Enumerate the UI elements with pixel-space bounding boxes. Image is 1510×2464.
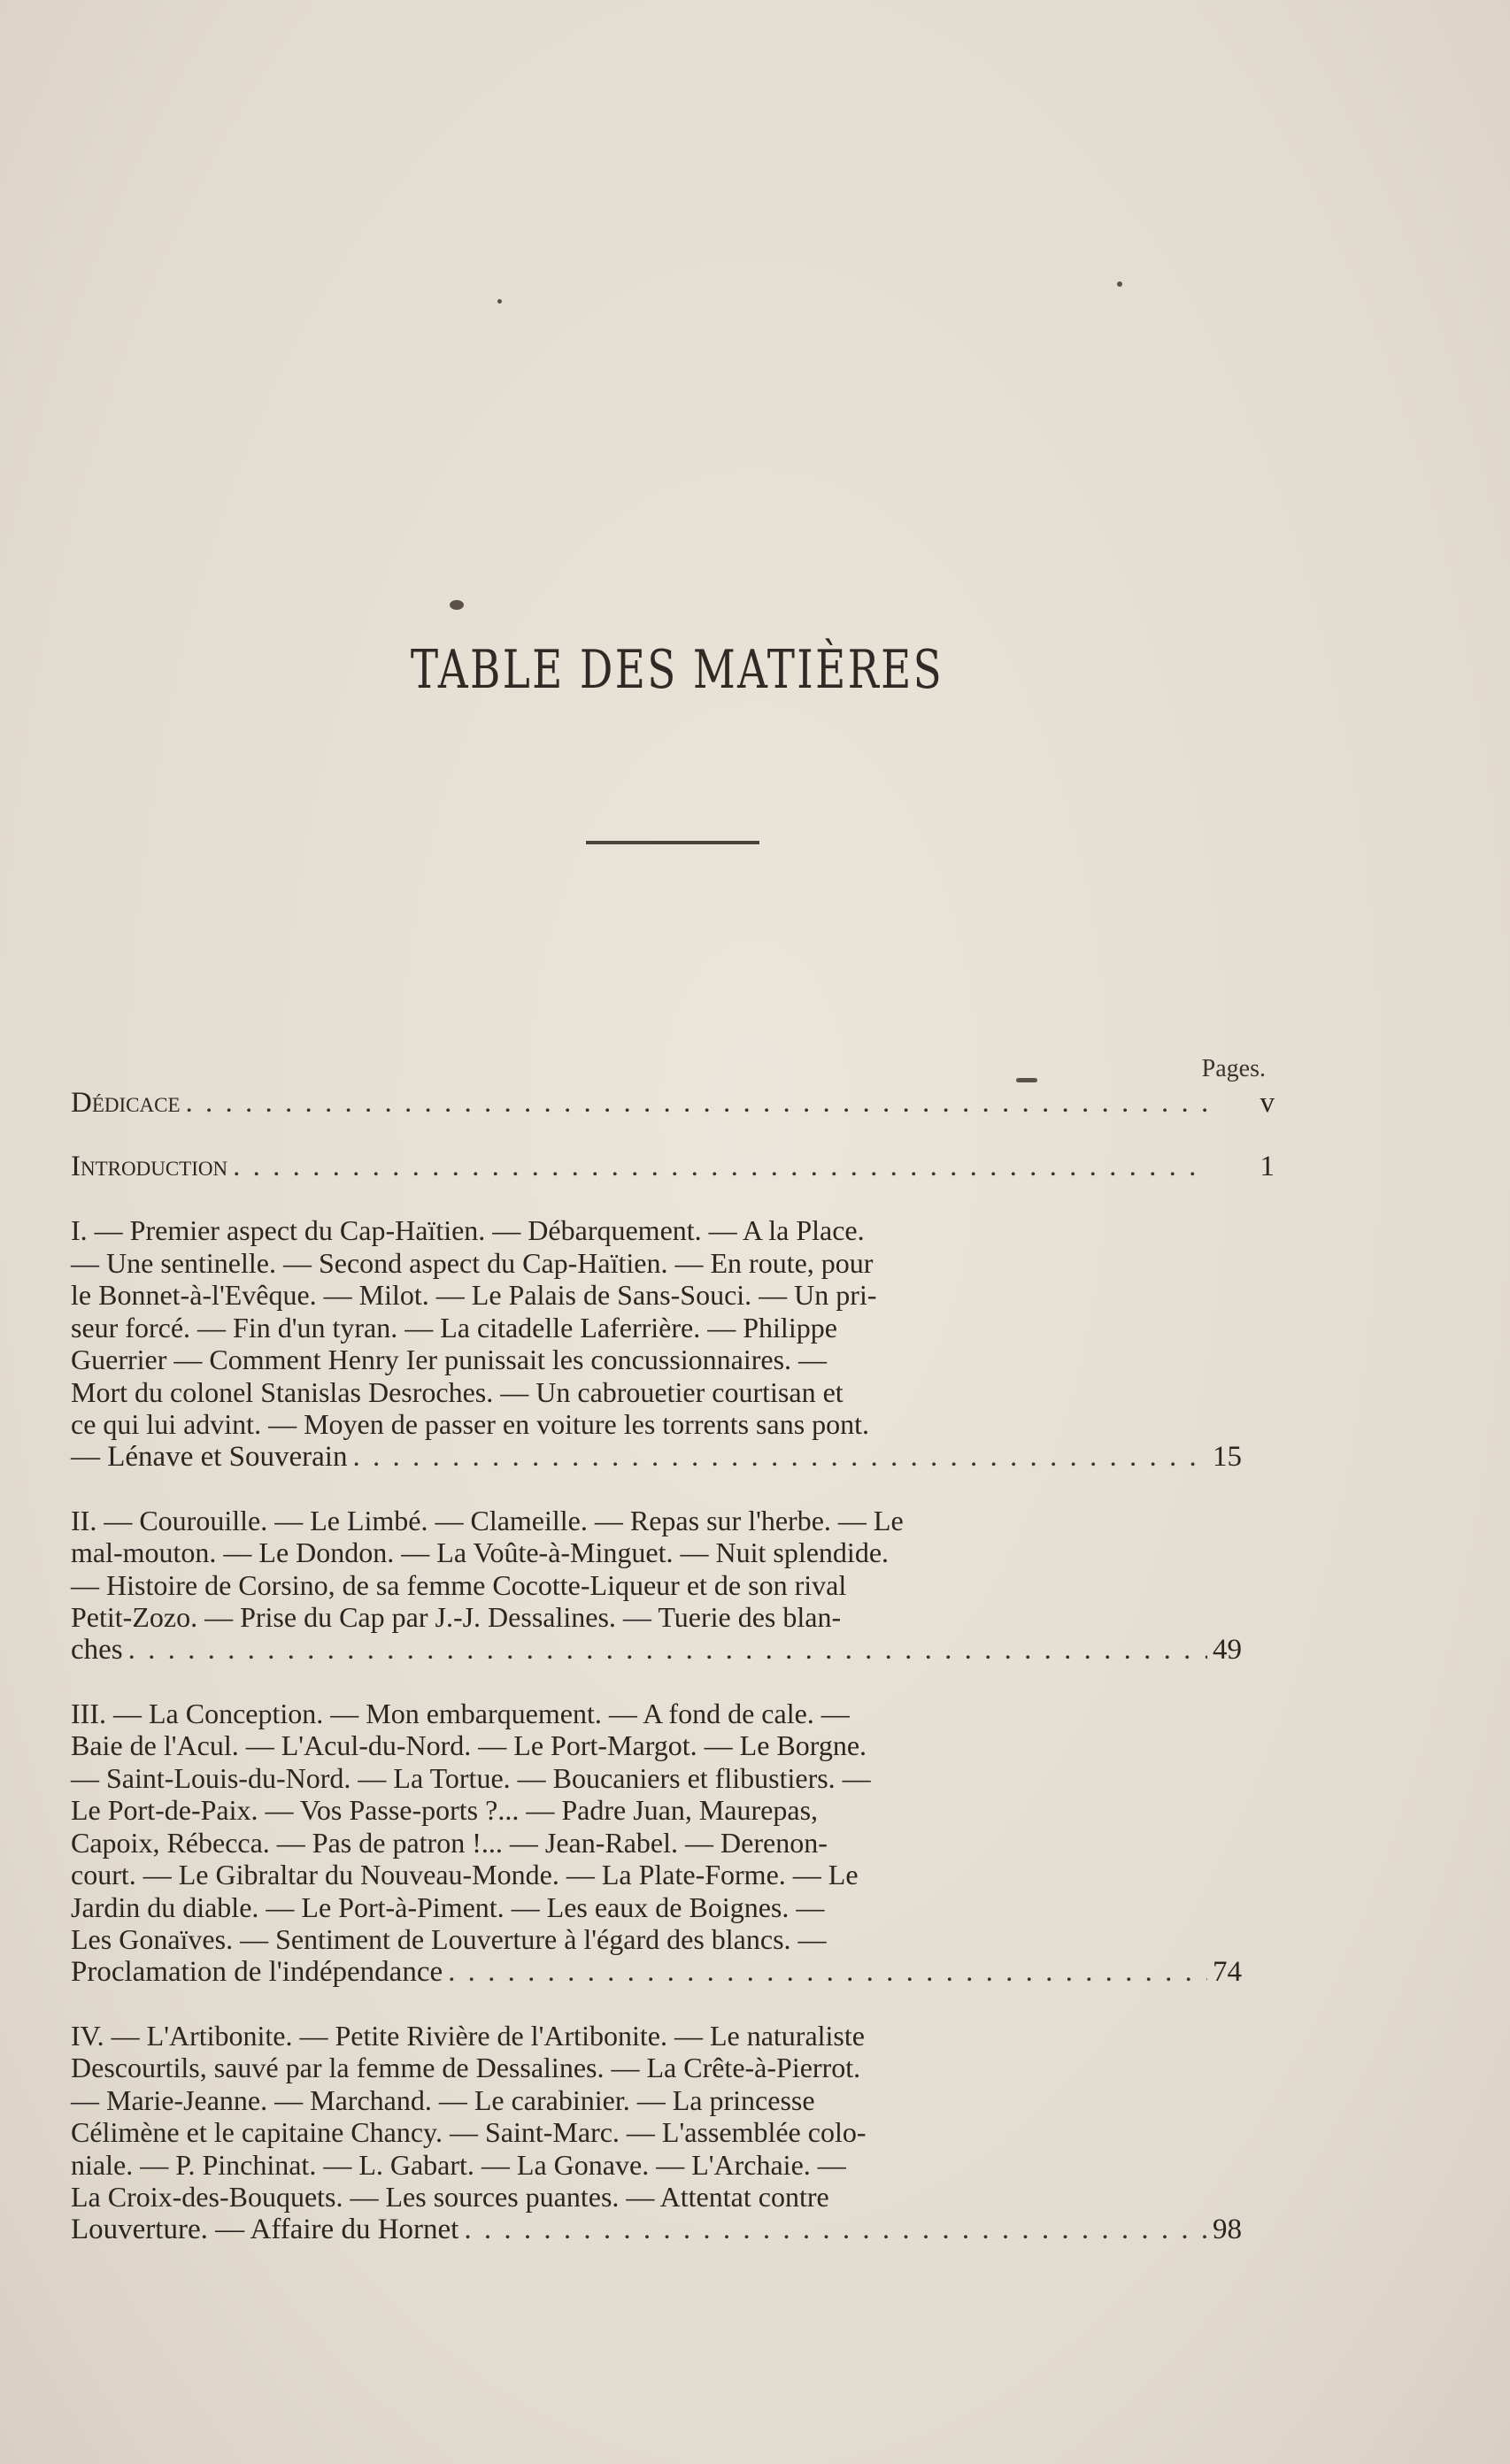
table-of-contents [71, 1087, 1275, 2277]
entry-line: Petit-Zozo. — Prise du Cap par J.-J. Dessalines. — Tuerie des blan- [71, 1601, 842, 1633]
ink-speck [1016, 1078, 1037, 1082]
toc-entry-introduction[interactable] [71, 1151, 1275, 1182]
entry-line: Jardin du diable. — Le Port-à-Piment. — Les eaux de Boignes. — [71, 1890, 825, 1923]
entry-title: Introduction [71, 1151, 228, 1182]
dot-leader [233, 1151, 1207, 1182]
entry-line: IV. — L'Artibonite. — Petite Rivière de l'Artibonite. — Le naturaliste [71, 2019, 865, 2052]
pages-column-label: Pages. [1201, 1055, 1266, 1082]
entry-last-line: Louverture. — Affaire du Hornet [71, 2213, 459, 2245]
toc-entry-chapter-1[interactable] [71, 1214, 1275, 1473]
entry-line: III. — La Conception. — Mon embarquement. — A fond de cale. — [71, 1697, 850, 1729]
entry-line: — Saint-Louis-du-Nord. — La Tortue. — Boucaniers et flibustiers. — [71, 1761, 871, 1794]
entry-line: court. — Le Gibraltar du Nouveau-Monde. — La Plate-Forme. — Le [71, 1859, 859, 1890]
dot-leader [464, 2214, 1207, 2245]
entry-line: Le Port-de-Paix. — Vos Passe-ports ?... — Padre Juan, Maurepas, [71, 1794, 819, 1826]
entry-line: II. — Courouille. — Le Limbé. — Clameille. — Repas sur l'herbe. — Le [71, 1504, 904, 1536]
entry-last-line: — Lénave et Souverain [71, 1440, 348, 1473]
toc-entry-chapter-4[interactable] [71, 2020, 1275, 2245]
page-number: 98 [1213, 2213, 1242, 2245]
toc-entry-chapter-3[interactable] [71, 1698, 1275, 1988]
page-number: 49 [1213, 1633, 1242, 1666]
entry-line: le Bonnet-à-l'Evêque. — Milot. — Le Palais de Sans-Souci. — Un pri- [71, 1279, 877, 1311]
dot-leader [186, 1087, 1208, 1119]
toc-entry-dedicace[interactable] [71, 1087, 1275, 1119]
ink-speck [1117, 281, 1122, 287]
entry-line: Mort du colonel Stanislas Desroches. — Un cabrouetier courtisan et [71, 1375, 844, 1408]
entry-line: Célimène et le capitaine Chancy. — Saint-Marc. — L'assemblée colo- [71, 2116, 867, 2148]
entry-line: Capoix, Rébecca. — Pas de patron !... — Jean-Rabel. — Derenon- [71, 1826, 828, 1859]
dot-leader [448, 1956, 1207, 1988]
entry-line: seur forcé. — Fin d'un tyran. — La citadelle Laferrière. — Philippe [71, 1311, 837, 1344]
entry-last-line: Proclamation de l'indépendance [71, 1955, 443, 1988]
dot-leader [128, 1634, 1207, 1666]
entry-line: Descourtils, sauvé par la femme de Dessalines. — La Crête-à-Pierrot. [71, 2052, 861, 2083]
entry-line: Guerrier — Comment Henry Ier punissait les concussionnaires. — [71, 1344, 828, 1375]
entry-line: Baie de l'Acul. — L'Acul-du-Nord. — Le Port-Margot. — Le Borgne. [71, 1729, 867, 1761]
entry-line: La Croix-des-Bouquets. — Les sources puantes. — Attentat contre [71, 2181, 829, 2213]
ink-speck [497, 299, 502, 304]
page-number: v [1260, 1087, 1275, 1119]
toc-entry-chapter-2[interactable] [71, 1505, 1275, 1666]
entry-title: Dédicace [71, 1087, 181, 1119]
entry-line: mal-mouton. — Le Dondon. — La Voûte-à-Minguet. — Nuit splendide. [71, 1536, 890, 1568]
entry-line: I. — Premier aspect du Cap-Haïtien. — Débarquement. — A la Place. [71, 1214, 865, 1246]
entry-line: — Histoire de Corsino, de sa femme Cocotte-Liqueur et de son rival [71, 1568, 847, 1601]
entry-line: — Marie-Jeanne. — Marchand. — Le carabinier. — La princesse [71, 2083, 815, 2116]
page-number: 1 [1260, 1151, 1275, 1182]
page-number: 74 [1213, 1955, 1242, 1988]
entry-line: niale. — P. Pinchinat. — L. Gabart. — La Gonave. — L'Archaie. — [71, 2148, 846, 2181]
entry-line: Les Gonaïves. — Sentiment de Louverture à l'égard des blancs. — [71, 1923, 827, 1955]
page-number: 15 [1213, 1440, 1242, 1473]
page-title: TABLE DES MATIÈRES [410, 639, 944, 701]
entry-line: ce qui lui advint. — Moyen de passer en voiture les torrents sans pont. [71, 1408, 870, 1440]
ink-speck [450, 600, 464, 610]
entry-line: — Une sentinelle. — Second aspect du Cap-Haïtien. — En route, pour [71, 1246, 874, 1279]
title-rule [586, 841, 759, 844]
entry-last-line: ches [71, 1633, 123, 1666]
dot-leader [352, 1441, 1207, 1473]
